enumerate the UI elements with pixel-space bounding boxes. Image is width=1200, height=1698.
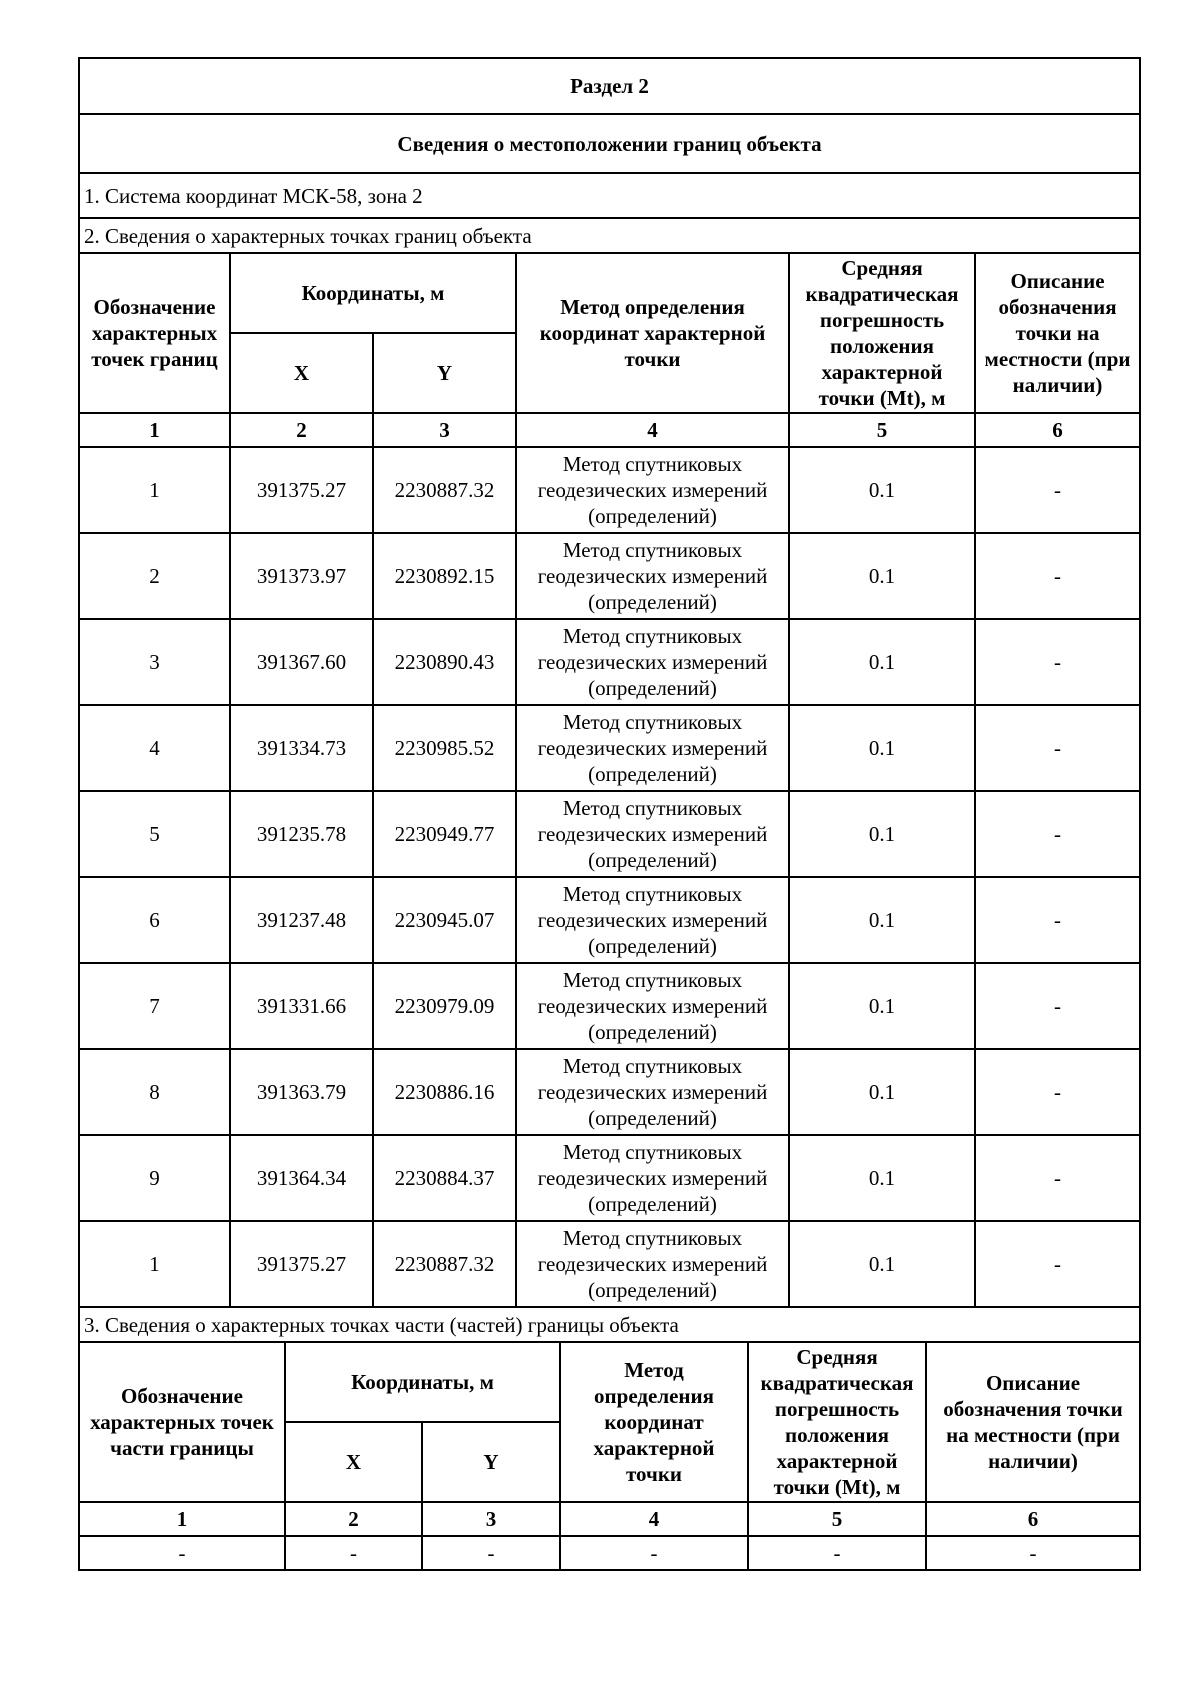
error-cell: 0.1 — [789, 1135, 975, 1221]
description-cell: - — [975, 619, 1140, 705]
column-number: 5 — [748, 1502, 926, 1536]
header-error: Средняя квадратическая погрешность положения характерной точки (Mt), м — [789, 254, 975, 413]
column-number: 3 — [422, 1502, 560, 1536]
y-coordinate-cell: 2230945.07 — [373, 877, 516, 963]
x-coordinate-cell: 391375.27 — [230, 1221, 373, 1307]
point-id-cell: 4 — [79, 705, 230, 791]
header-method: Метод определения координат характерной точки — [516, 254, 789, 413]
x-coordinate-cell: 391373.97 — [230, 533, 373, 619]
x-coordinate-cell: 391334.73 — [230, 705, 373, 791]
description-cell: - — [975, 447, 1140, 533]
x-coordinate-cell: 391364.34 — [230, 1135, 373, 1221]
point-id-cell: 9 — [79, 1135, 230, 1221]
error-cell: 0.1 — [789, 533, 975, 619]
header-error: Средняя квадратическая погрешность положения характерной точки (Mt), м — [748, 1343, 926, 1502]
header-method: Метод определения координат характерной точки — [560, 1343, 748, 1502]
x-coordinate-cell: 391375.27 — [230, 447, 373, 533]
section-header-table — [78, 57, 1141, 254]
header-designation: Обозначение характерных точек границ — [79, 254, 230, 413]
table-row — [79, 533, 1140, 619]
description-cell: - — [975, 705, 1140, 791]
method-cell: Метод спутниковых геодезических измерений (определений) — [516, 1049, 789, 1135]
column-number: 6 — [975, 413, 1140, 447]
point-id-cell: 6 — [79, 877, 230, 963]
point-id-cell: 2 — [79, 533, 230, 619]
method-cell: Метод спутниковых геодезических измерений (определений) — [516, 705, 789, 791]
point-id-cell: - — [79, 1536, 285, 1570]
points-heading: 2. Сведения о характерных точках границ объекта — [79, 218, 1140, 253]
y-coordinate-cell: 2230985.52 — [373, 705, 516, 791]
method-cell: - — [560, 1536, 748, 1570]
method-cell: Метод спутниковых геодезических измерений (определений) — [516, 791, 789, 877]
part-boundary-points-table — [78, 1343, 1141, 1571]
boundary-points-table — [78, 254, 1141, 1308]
section-title: Раздел 2 — [79, 58, 1140, 114]
description-cell: - — [975, 533, 1140, 619]
error-cell: 0.1 — [789, 705, 975, 791]
table-row — [79, 705, 1140, 791]
part-heading-table — [78, 1306, 1141, 1343]
part-points-heading: 3. Сведения о характерных точках части (частей) границы объекта — [79, 1307, 1140, 1342]
column-number: 5 — [789, 413, 975, 447]
header-coordinates: Координаты, м — [285, 1343, 560, 1422]
column-number: 1 — [79, 413, 230, 447]
coordinate-system-label: 1. Система координат МСК-58, зона 2 — [79, 173, 1140, 218]
description-cell: - — [975, 1221, 1140, 1307]
point-id-cell: 8 — [79, 1049, 230, 1135]
table-row — [79, 1049, 1140, 1135]
y-coordinate-cell: 2230892.15 — [373, 533, 516, 619]
table-row — [79, 1135, 1140, 1221]
point-id-cell: 3 — [79, 619, 230, 705]
y-coordinate-cell: - — [422, 1536, 560, 1570]
point-id-cell: 1 — [79, 447, 230, 533]
table-row — [79, 619, 1140, 705]
column-number: 6 — [926, 1502, 1140, 1536]
x-coordinate-cell: 391331.66 — [230, 963, 373, 1049]
point-id-cell: 5 — [79, 791, 230, 877]
table-row — [79, 447, 1140, 533]
y-coordinate-cell: 2230887.32 — [373, 447, 516, 533]
x-coordinate-cell: - — [285, 1536, 422, 1570]
error-cell: 0.1 — [789, 963, 975, 1049]
y-coordinate-cell: 2230890.43 — [373, 619, 516, 705]
description-cell: - — [975, 1049, 1140, 1135]
method-cell: Метод спутниковых геодезических измерений (определений) — [516, 447, 789, 533]
column-number: 4 — [516, 413, 789, 447]
method-cell: Метод спутниковых геодезических измерений (определений) — [516, 1221, 789, 1307]
x-coordinate-cell: 391237.48 — [230, 877, 373, 963]
y-coordinate-cell: 2230979.09 — [373, 963, 516, 1049]
x-coordinate-cell: 391235.78 — [230, 791, 373, 877]
y-coordinate-cell: 2230949.77 — [373, 791, 516, 877]
y-coordinate-cell: 2230887.32 — [373, 1221, 516, 1307]
column-number: 2 — [285, 1502, 422, 1536]
point-id-cell: 7 — [79, 963, 230, 1049]
header-x: X — [285, 1422, 422, 1502]
description-cell: - — [975, 963, 1140, 1049]
column-number: 1 — [79, 1502, 285, 1536]
table-row — [79, 791, 1140, 877]
description-cell: - — [975, 791, 1140, 877]
table-row — [79, 1536, 1140, 1570]
header-description: Описание обозначения точки на местности (при наличии) — [975, 254, 1140, 413]
description-cell: - — [975, 1135, 1140, 1221]
header-designation: Обозначение характерных точек части границы — [79, 1343, 285, 1502]
error-cell: 0.1 — [789, 447, 975, 533]
error-cell: 0.1 — [789, 1221, 975, 1307]
method-cell: Метод спутниковых геодезических измерений (определений) — [516, 619, 789, 705]
error-cell: - — [748, 1536, 926, 1570]
method-cell: Метод спутниковых геодезических измерений (определений) — [516, 963, 789, 1049]
error-cell: 0.1 — [789, 877, 975, 963]
document-sheet — [78, 57, 1139, 1571]
x-coordinate-cell: 391363.79 — [230, 1049, 373, 1135]
description-cell: - — [975, 877, 1140, 963]
point-id-cell: 1 — [79, 1221, 230, 1307]
header-description: Описание обозначения точки на местности (при наличии) — [926, 1343, 1140, 1502]
column-number: 3 — [373, 413, 516, 447]
method-cell: Метод спутниковых геодезических измерений (определений) — [516, 1135, 789, 1221]
method-cell: Метод спутниковых геодезических измерений (определений) — [516, 877, 789, 963]
error-cell: 0.1 — [789, 791, 975, 877]
header-x: X — [230, 333, 373, 413]
description-cell: - — [926, 1536, 1140, 1570]
column-numbers-row — [79, 1502, 1140, 1536]
column-number: 4 — [560, 1502, 748, 1536]
table-row — [79, 1221, 1140, 1307]
header-y: Y — [422, 1422, 560, 1502]
column-numbers-row — [79, 413, 1140, 447]
header-y: Y — [373, 333, 516, 413]
header-coordinates: Координаты, м — [230, 254, 516, 333]
section-subtitle: Сведения о местоположении границ объекта — [79, 114, 1140, 173]
table-row — [79, 877, 1140, 963]
y-coordinate-cell: 2230884.37 — [373, 1135, 516, 1221]
method-cell: Метод спутниковых геодезических измерений (определений) — [516, 533, 789, 619]
error-cell: 0.1 — [789, 619, 975, 705]
y-coordinate-cell: 2230886.16 — [373, 1049, 516, 1135]
error-cell: 0.1 — [789, 1049, 975, 1135]
x-coordinate-cell: 391367.60 — [230, 619, 373, 705]
table-row — [79, 963, 1140, 1049]
column-number: 2 — [230, 413, 373, 447]
